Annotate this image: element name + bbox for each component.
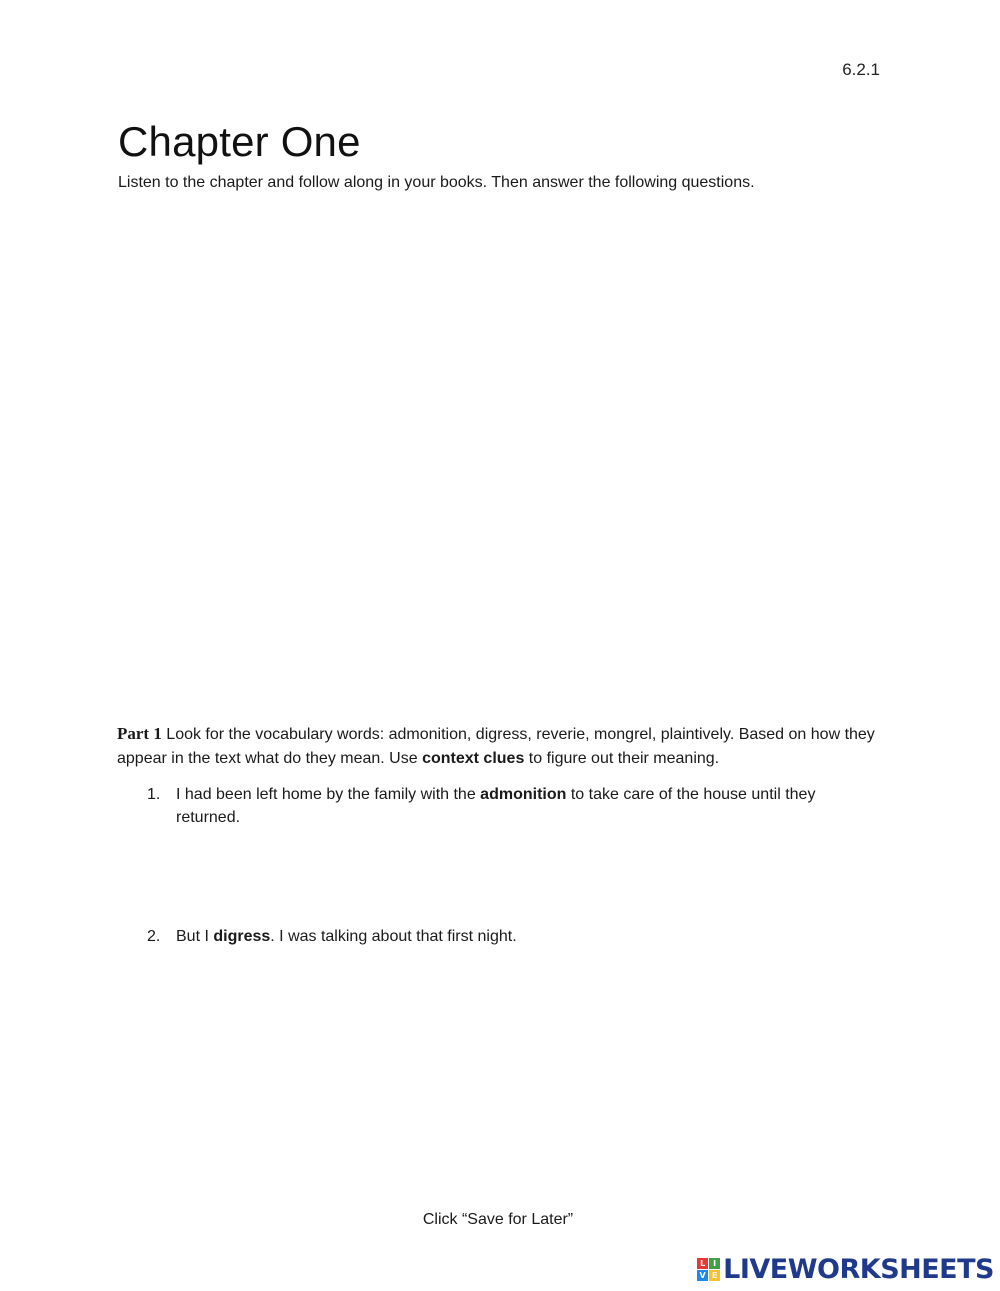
question-2 — [147, 925, 867, 948]
page-title: Chapter One — [118, 118, 361, 165]
logo-tile: L — [697, 1258, 708, 1269]
instructions-text: Listen to the chapter and follow along in your books. Then answer the following questions. — [118, 174, 755, 191]
logo-text: LIVEWORKSHEETS — [723, 1254, 994, 1285]
liveworksheets-logo[interactable] — [697, 1254, 994, 1285]
question-number: 2. — [147, 928, 161, 945]
save-for-later-note: Click “Save for Later” — [422, 1211, 574, 1228]
part1-paragraph — [117, 722, 887, 771]
vocab-word: digress — [213, 928, 271, 945]
logo-tile: E — [709, 1270, 720, 1281]
question-text: I had been left home by the family with the admonition to take care of the house until they returned. — [176, 786, 816, 826]
question-text: But I digress. I was talking about that first night. — [176, 928, 517, 945]
vocab-word: admonition — [480, 786, 567, 803]
part1-text-after: to figure out their meaning. — [524, 750, 720, 767]
part1-label: Part 1 — [117, 724, 162, 743]
part1-bold-phrase: context clues — [422, 750, 525, 767]
question-number: 1. — [147, 786, 161, 803]
logo-tile: I — [709, 1258, 720, 1269]
part1-text-before: Look for the vocabulary words: admonition, digress, reverie, mongrel, plaintively. Based on how they appear in the text what do they mean. Use — [117, 726, 875, 767]
page-code: 6.2.1 — [842, 60, 880, 79]
question-1 — [147, 783, 867, 829]
logo-cube-icon — [697, 1258, 720, 1281]
logo-tile: V — [697, 1270, 708, 1281]
